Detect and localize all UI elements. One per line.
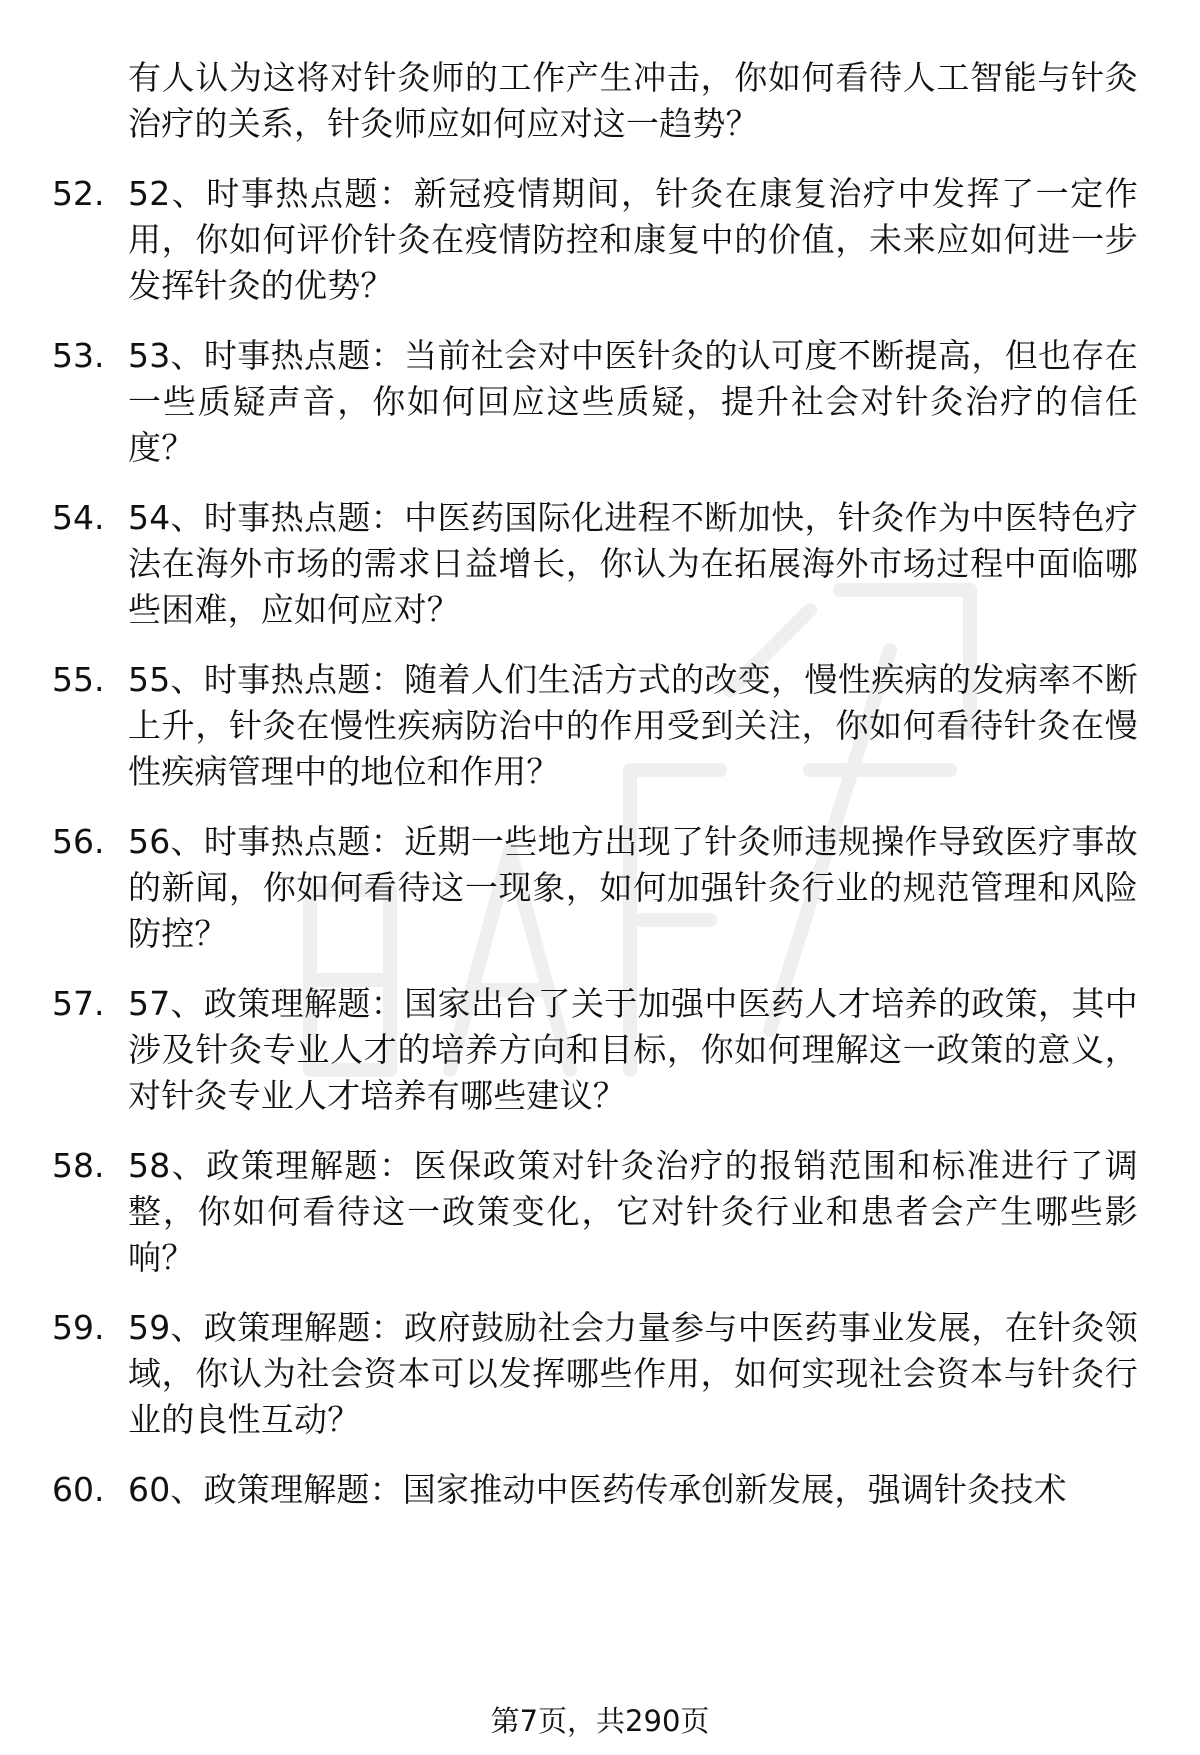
paragraph-text: 58、政策理解题：医保政策对针灸治疗的报销范围和标准进行了调整，你如何看待这一政策变化，它对针灸行业和患者会产生哪些影响？ [128, 1146, 1138, 1277]
list-number: 56. [52, 822, 105, 861]
page-footer: 第7页，共290页 [490, 1704, 710, 1738]
list-number: 54. [52, 498, 105, 537]
paragraph-text: 59、政策理解题：政府鼓励社会力量参与中医药事业发展，在针灸领域，你认为社会资本可以发挥哪些作用，如何实现社会资本与针灸行业的良性互动？ [128, 1308, 1138, 1439]
paragraph-text: 60、政策理解题：国家推动中医药传承创新发展，强调针灸技术 [128, 1470, 1067, 1509]
paragraph-text: 57、政策理解题：国家出台了关于加强中医药人才培养的政策，其中涉及针灸专业人才的培养方向和目标，你如何理解这一政策的意义，对针灸专业人才培养有哪些建议？ [128, 984, 1138, 1115]
paragraph-text: 有人认为这将对针灸师的工作产生冲击，你如何看待人工智能与针灸治疗的关系，针灸师应如何应对这一趋势？ [128, 58, 1138, 143]
paragraph-text: 54、时事热点题：中医药国际化进程不断加快，针灸作为中医特色疗法在海外市场的需求日益增长，你认为在拓展海外市场过程中面临哪些困难，应如何应对？ [128, 498, 1138, 629]
list-number: 55. [52, 660, 105, 699]
list-number: 60. [52, 1470, 105, 1509]
paragraph-text: 53、时事热点题：当前社会对中医针灸的认可度不断提高，但也存在一些质疑声音，你如何回应这些质疑，提升社会对针灸治疗的信任度？ [128, 336, 1138, 467]
paragraph-text: 55、时事热点题：随着人们生活方式的改变，慢性疾病的发病率不断上升，针灸在慢性疾病防治中的作用受到关注，你如何看待针灸在慢性疾病管理中的地位和作用？ [128, 660, 1138, 791]
paragraph-text: 56、时事热点题：近期一些地方出现了针灸师违规操作导致医疗事故的新闻，你如何看待这一现象，如何加强针灸行业的规范管理和风险防控？ [128, 822, 1138, 953]
list-number: 59. [52, 1308, 105, 1347]
list-number: 58. [52, 1146, 105, 1185]
paragraph-text: 52、时事热点题：新冠疫情期间，针灸在康复治疗中发挥了一定作用，你如何评价针灸在疫情防控和康复中的价值，未来应如何进一步发挥针灸的优势？ [128, 174, 1138, 305]
list-number: 53. [52, 336, 105, 375]
list-number: 52. [52, 174, 105, 213]
list-number: 57. [52, 984, 105, 1023]
